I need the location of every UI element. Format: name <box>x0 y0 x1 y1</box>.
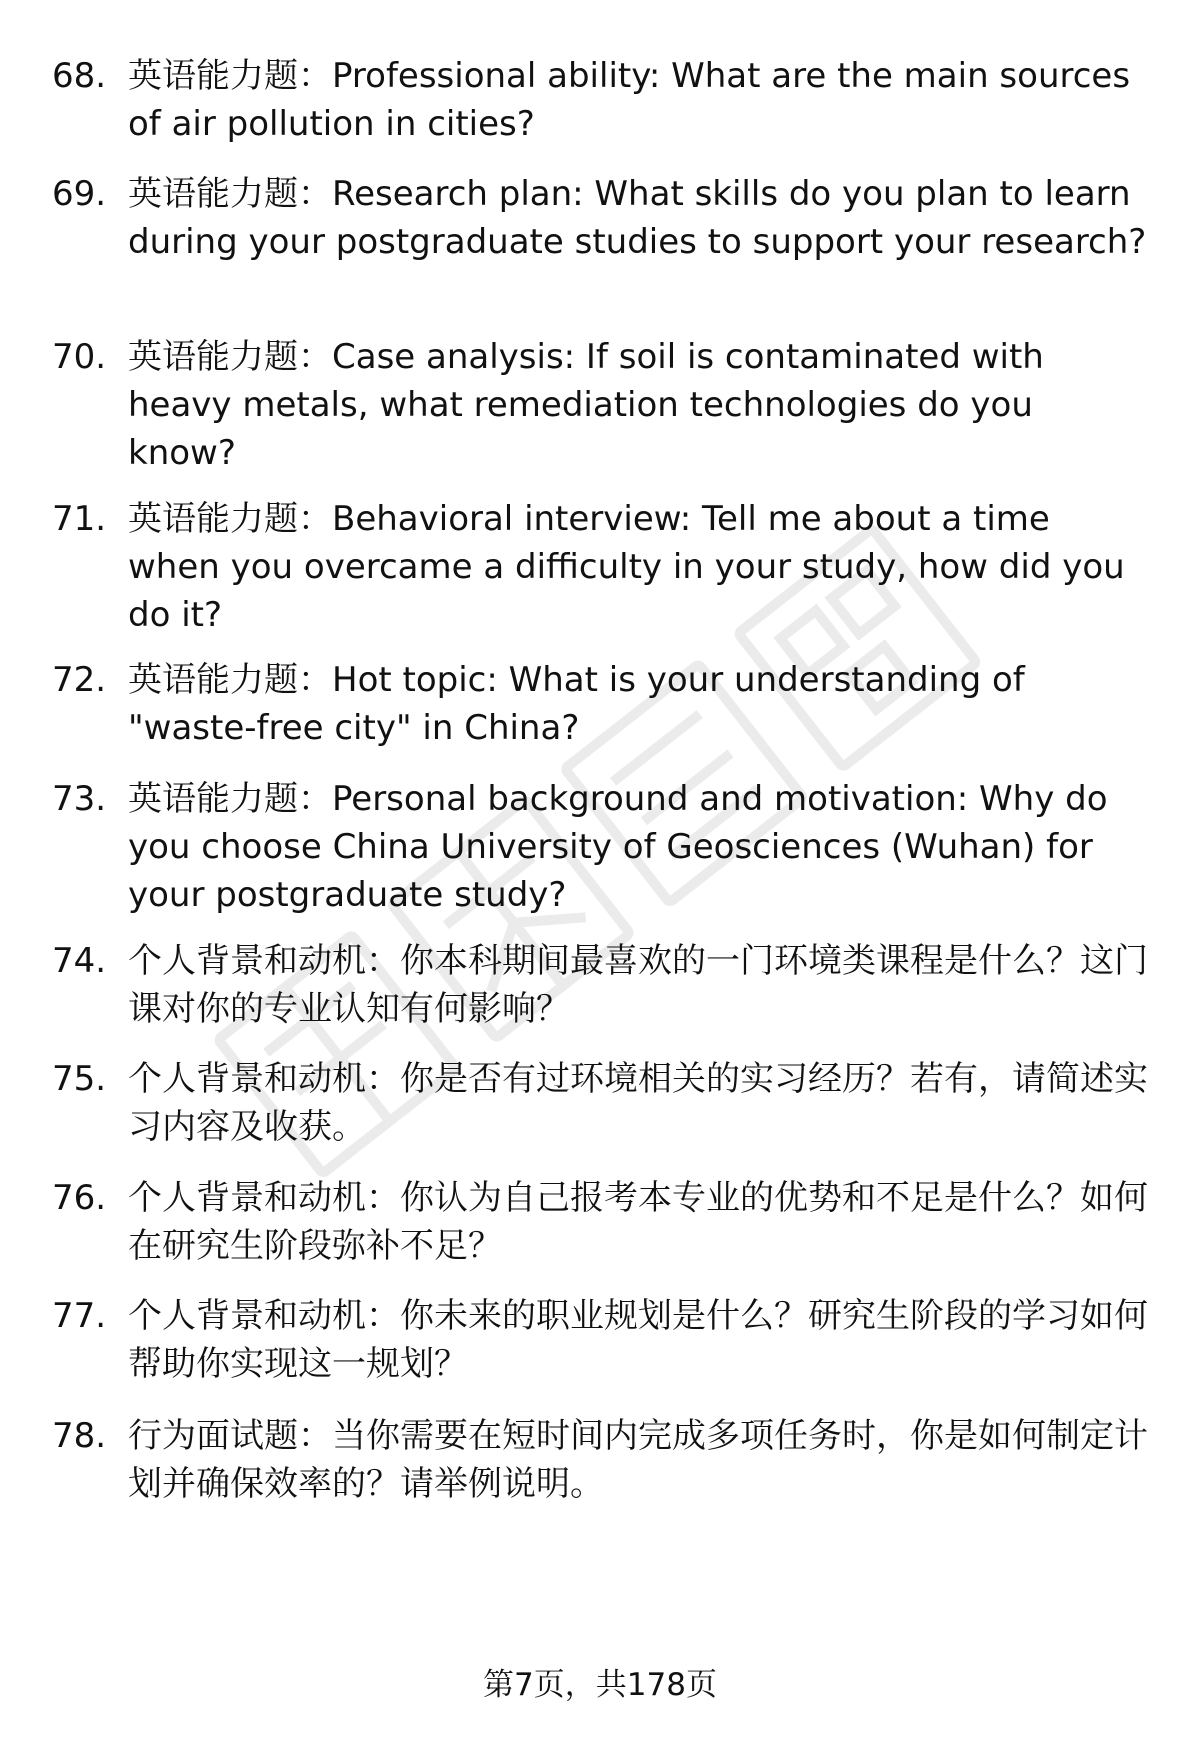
question-text: 个人背景和动机：你认为自己报考本专业的优势和不足是什么？如何在研究生阶段弥补不足？ <box>128 1178 1148 1266</box>
page-number-label: 第7页，共178页 <box>483 1667 717 1703</box>
question-text: 个人背景和动机：你本科期间最喜欢的一门环境类课程是什么？这门课对你的专业认知有何影响？ <box>128 941 1148 1029</box>
question-text: 行为面试题：当你需要在短时间内完成多项任务时，你是如何制定计划并确保效率的？请举例说明。 <box>128 1416 1148 1504</box>
question-number: 70. <box>52 337 107 377</box>
question-number: 73. <box>52 779 107 819</box>
question-number: 72. <box>52 660 107 700</box>
question-text: 英语能力题：Personal background and motivation: Why do you choose China University of Geosciences (Wuhan) for your postgraduate study? <box>128 779 1108 915</box>
question-text: 个人背景和动机：你未来的职业规划是什么？研究生阶段的学习如何帮助你实现这一规划？ <box>128 1296 1148 1384</box>
question-text: 英语能力题：Hot topic: What is your understanding of "waste-free city" in China? <box>128 660 1025 748</box>
question-number: 78. <box>52 1416 107 1456</box>
question-number: 77. <box>52 1296 107 1336</box>
question-number: 71. <box>52 499 107 539</box>
question-text: 英语能力题：Professional ability: What are the main sources of air pollution in cities? <box>128 56 1131 144</box>
question-text: 英语能力题：Research plan: What skills do you plan to learn during your postgraduate studies to support your research? <box>128 174 1147 262</box>
question-text: 英语能力题：Behavioral interview: Tell me about a time when you overcame a difficulty in your study, how did you do it? <box>128 499 1125 635</box>
question-number: 75. <box>52 1059 107 1099</box>
question-text: 英语能力题：Case analysis: If soil is contaminated with heavy metals, what remediation technologies do you know? <box>128 337 1044 473</box>
question-text: 个人背景和动机：你是否有过环境相关的实习经历？若有，请简述实习内容及收获。 <box>128 1059 1148 1147</box>
question-number: 69. <box>52 174 107 214</box>
page-footer <box>0 1662 1200 1708</box>
question-number: 68. <box>52 56 107 96</box>
question-number: 74. <box>52 941 107 981</box>
question-number: 76. <box>52 1178 107 1218</box>
